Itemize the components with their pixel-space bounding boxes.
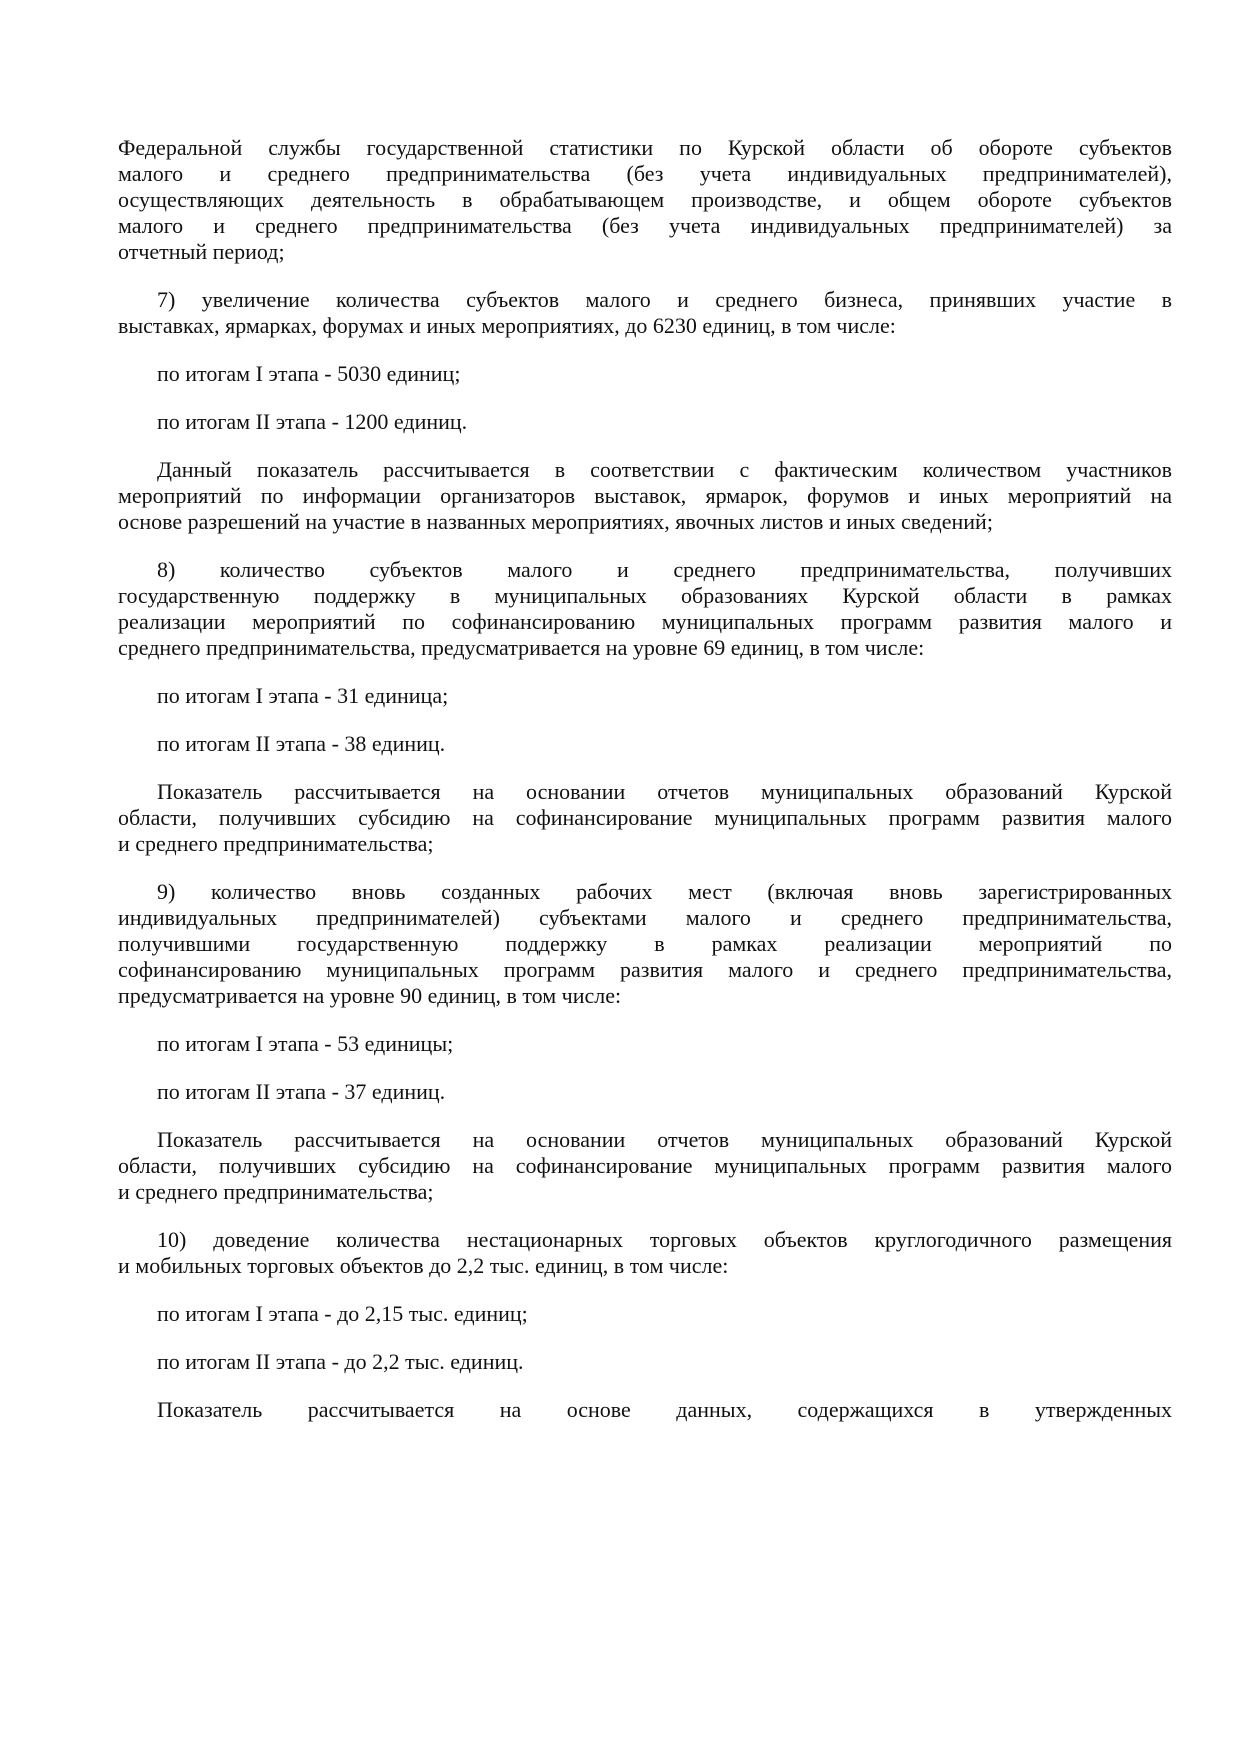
text-line: отчетный период; bbox=[118, 239, 285, 264]
paragraph bbox=[118, 683, 1172, 709]
paragraph bbox=[118, 779, 1172, 857]
text-line: 9) количество вновь созданных рабочих мест (включая вновь зарегистрированных bbox=[157, 879, 1172, 904]
paragraph bbox=[118, 1127, 1172, 1205]
paragraph bbox=[118, 1031, 1172, 1057]
text-line: мероприятий по информации организаторов выставок, ярмарок, форумов и иных мероприятий на bbox=[118, 483, 1172, 508]
text-line: предусматривается на уровне 90 единиц, в том числе: bbox=[118, 983, 622, 1008]
text-line: по итогам I этапа - 5030 единиц; bbox=[157, 361, 461, 386]
text-line: и среднего предпринимательства; bbox=[118, 831, 434, 856]
paragraph bbox=[118, 409, 1172, 435]
paragraph bbox=[118, 1079, 1172, 1105]
text-line: индивидуальных предпринимателей) субъектами малого и среднего предпринимательства, bbox=[118, 905, 1172, 930]
paragraph bbox=[118, 1227, 1172, 1279]
text-line: осуществляющих деятельность в обрабатывающем производстве, и общем обороте субъектов bbox=[118, 187, 1172, 212]
text-line: и среднего предпринимательства; bbox=[118, 1179, 434, 1204]
text-line: по итогам II этапа - 1200 единиц. bbox=[157, 409, 468, 434]
paragraph bbox=[118, 361, 1172, 387]
text-line: области, получивших субсидию на софинансирование муниципальных программ развития малого bbox=[118, 1153, 1172, 1178]
text-line: малого и среднего предпринимательства (без учета индивидуальных предпринимателей) за bbox=[118, 213, 1172, 238]
text-line: основе разрешений на участие в названных мероприятиях, явочных листов и иных сведений; bbox=[118, 509, 993, 534]
paragraph bbox=[118, 287, 1172, 339]
paragraph bbox=[118, 135, 1172, 265]
paragraph bbox=[118, 879, 1172, 1009]
text-line: получившими государственную поддержку в рамках реализации мероприятий по bbox=[118, 931, 1172, 956]
paragraph bbox=[118, 1397, 1172, 1423]
text-line: и мобильных торговых объектов до 2,2 тыс. единиц, в том числе: bbox=[118, 1253, 729, 1278]
text-line: софинансированию муниципальных программ развития малого и среднего предпринимательства, bbox=[118, 957, 1172, 982]
text-line: по итогам II этапа - 38 единиц. bbox=[157, 731, 446, 756]
text-line: Федеральной службы государственной статистики по Курской области об обороте субъектов bbox=[118, 135, 1172, 160]
text-line: государственную поддержку в муниципальных образованиях Курской области в рамках bbox=[118, 583, 1172, 608]
text-line: Показатель рассчитывается на основании отчетов муниципальных образований Курской bbox=[157, 779, 1172, 804]
paragraph bbox=[118, 557, 1172, 661]
paragraph bbox=[118, 457, 1172, 535]
text-line: по итогам I этапа - 53 единицы; bbox=[157, 1031, 454, 1056]
text-line: по итогам II этапа - до 2,2 тыс. единиц. bbox=[157, 1349, 524, 1374]
text-line: по итогам I этапа - до 2,15 тыс. единиц; bbox=[157, 1301, 528, 1326]
text-line: области, получивших субсидию на софинансирование муниципальных программ развития малого bbox=[118, 805, 1172, 830]
text-line: среднего предпринимательства, предусматривается на уровне 69 единиц, в том числе: bbox=[118, 635, 925, 660]
text-line: Показатель рассчитывается на основании отчетов муниципальных образований Курской bbox=[157, 1127, 1172, 1152]
text-line: по итогам I этапа - 31 единица; bbox=[157, 683, 449, 708]
paragraph bbox=[118, 1301, 1172, 1327]
paragraph bbox=[118, 1349, 1172, 1375]
text-line: 10) доведение количества нестационарных торговых объектов круглогодичного размещения bbox=[157, 1227, 1172, 1252]
text-line: реализации мероприятий по софинансированию муниципальных программ развития малого и bbox=[118, 609, 1172, 634]
text-line: Показатель рассчитывается на основе данных, содержащихся в утвержденных bbox=[157, 1397, 1172, 1422]
text-line: 7) увеличение количества субъектов малого и среднего бизнеса, принявших участие в bbox=[157, 287, 1172, 312]
text-line: 8) количество субъектов малого и среднего предпринимательства, получивших bbox=[157, 557, 1172, 582]
text-line: выставках, ярмарках, форумах и иных мероприятиях, до 6230 единиц, в том числе: bbox=[118, 313, 896, 338]
paragraph bbox=[118, 731, 1172, 757]
document-page bbox=[118, 135, 1172, 1445]
text-line: Данный показатель рассчитывается в соответствии с фактическим количеством участников bbox=[157, 457, 1172, 482]
text-line: по итогам II этапа - 37 единиц. bbox=[157, 1079, 446, 1104]
text-line: малого и среднего предпринимательства (без учета индивидуальных предпринимателей), bbox=[118, 161, 1172, 186]
